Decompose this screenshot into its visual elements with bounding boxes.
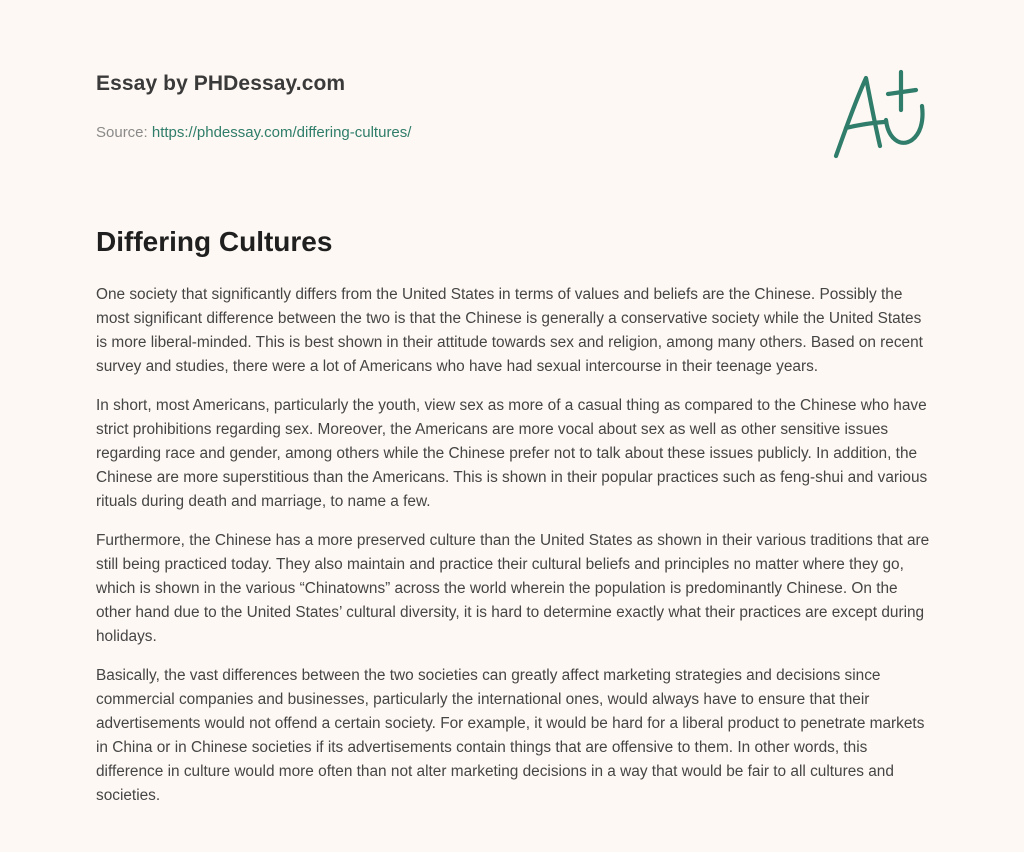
paragraph: One society that significantly differs from the United States in terms of values and beliefs are the Chinese. Possibly the most significant difference between the two is that the Chinese is generally a conservative society while the United States is more liberal-minded. This is best shown in their attitude towards sex and religion, among many others. Based on recent survey and studies, there were a lot of Americans who have had sexual intercourse in their teenage years. [96, 286, 923, 375]
source-label: Source: [96, 124, 148, 141]
page-header [96, 72, 928, 182]
source-link[interactable]: https://phdessay.com/differing-cultures/ [151, 124, 412, 141]
paragraph: Furthermore, the Chinese has a more preserved culture than the United States as shown in their various traditions that are still being practiced today. They also maintain and practice their cultural beliefs and principles no matter where they go, which is shown in the various “Chinatowns” across the world wherein the population is predominantly Chinese. On the other hand due to the United States’ cultural diversity, it is hard to determine exactly what their practices are except during holidays. [96, 532, 930, 645]
a-plus-logo-icon [828, 68, 928, 164]
site-brand: Essay by PHDessay.com [96, 72, 346, 95]
paragraph: In short, most Americans, particularly the youth, view sex as more of a casual thing as compared to the Chinese who have strict prohibitions regarding sex. Moreover, the Americans are more vocal about sex as well as other sensitive issues regarding race and gender, among others while the Chinese prefer not to talk about these issues publicly. In addition, the Chinese are more superstitious than the Americans. This is shown in their popular practices such as feng-shui and various rituals during death and marriage, to name a few. [96, 397, 928, 510]
article-title: Differing Cultures [96, 226, 333, 257]
article-body [96, 283, 932, 823]
source-line [96, 124, 411, 141]
paragraph: Basically, the vast differences between the two societies can greatly affect marketing strategies and decisions since commercial companies and businesses, particularly the international ones, would always have to ensure that their advertisements would not offend a certain society. For example, it would be hard for a liberal product to penetrate markets in China or in Chinese societies if its advertisements contain things that are offensive to them. In other words, this difference in culture would more often than not alter marketing decisions in a way that would be fair to all cultures and societies. [96, 667, 925, 804]
